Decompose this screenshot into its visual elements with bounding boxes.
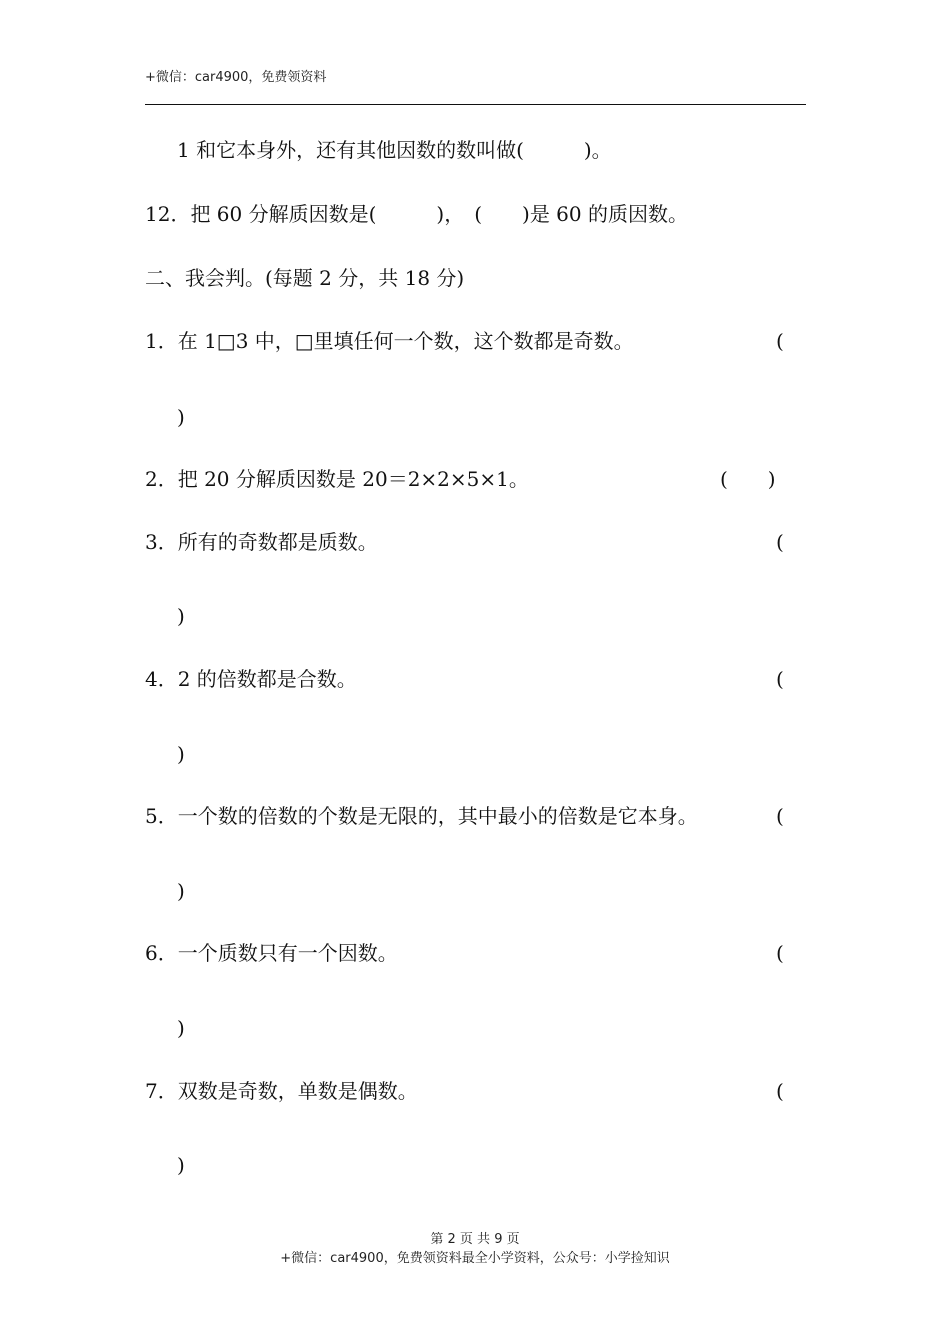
answer-bracket-2[interactable]: ( ) [720,467,776,491]
answer-bracket-close-6[interactable]: ) [177,1016,185,1040]
answer-bracket-open-3[interactable]: ( [776,530,784,554]
question-7: 7．双数是奇数，单数是偶数。 [145,1079,418,1103]
question-6: 6．一个质数只有一个因数。 [145,941,398,965]
question-4: 4．2 的倍数都是合数。 [145,667,357,691]
answer-bracket-close-3[interactable]: ) [177,604,185,628]
footer-note: +微信：car4900，免费领资料最全小学资料，公众号：小学捡知识 [280,1251,670,1266]
answer-bracket-open-1[interactable]: ( [776,329,784,353]
answer-bracket-close-5[interactable]: ) [177,879,185,903]
header-divider [145,104,806,105]
answer-bracket-close-1[interactable]: ) [177,405,185,429]
answer-bracket-open-6[interactable]: ( [776,941,784,965]
question-3: 3．所有的奇数都是质数。 [145,530,378,554]
text-line-1: 1 和它本身外，还有其他因数的数叫做( )。 [177,138,612,162]
answer-bracket-open-7[interactable]: ( [776,1079,784,1103]
section-heading: 二、我会判。(每题 2 分，共 18 分) [145,266,465,290]
answer-bracket-open-5[interactable]: ( [776,804,784,828]
question-5: 5．一个数的倍数的个数是无限的，其中最小的倍数是它本身。 [145,804,698,828]
answer-bracket-close-7[interactable]: ) [177,1153,185,1177]
page-number: 第 2 页 共 9 页 [430,1232,520,1247]
answer-bracket-close-4[interactable]: ) [177,742,185,766]
header-text: +微信：car4900，免费领资料 [145,70,327,85]
question-2: 2．把 20 分解质因数是 20＝2×2×5×1。 [145,467,529,491]
question-1: 1．在 1□3 中，□里填任何一个数，这个数都是奇数。 [145,329,634,353]
answer-bracket-open-4[interactable]: ( [776,667,784,691]
text-line-12: 12．把 60 分解质因数是( )， ( )是 60 的质因数。 [145,202,688,226]
